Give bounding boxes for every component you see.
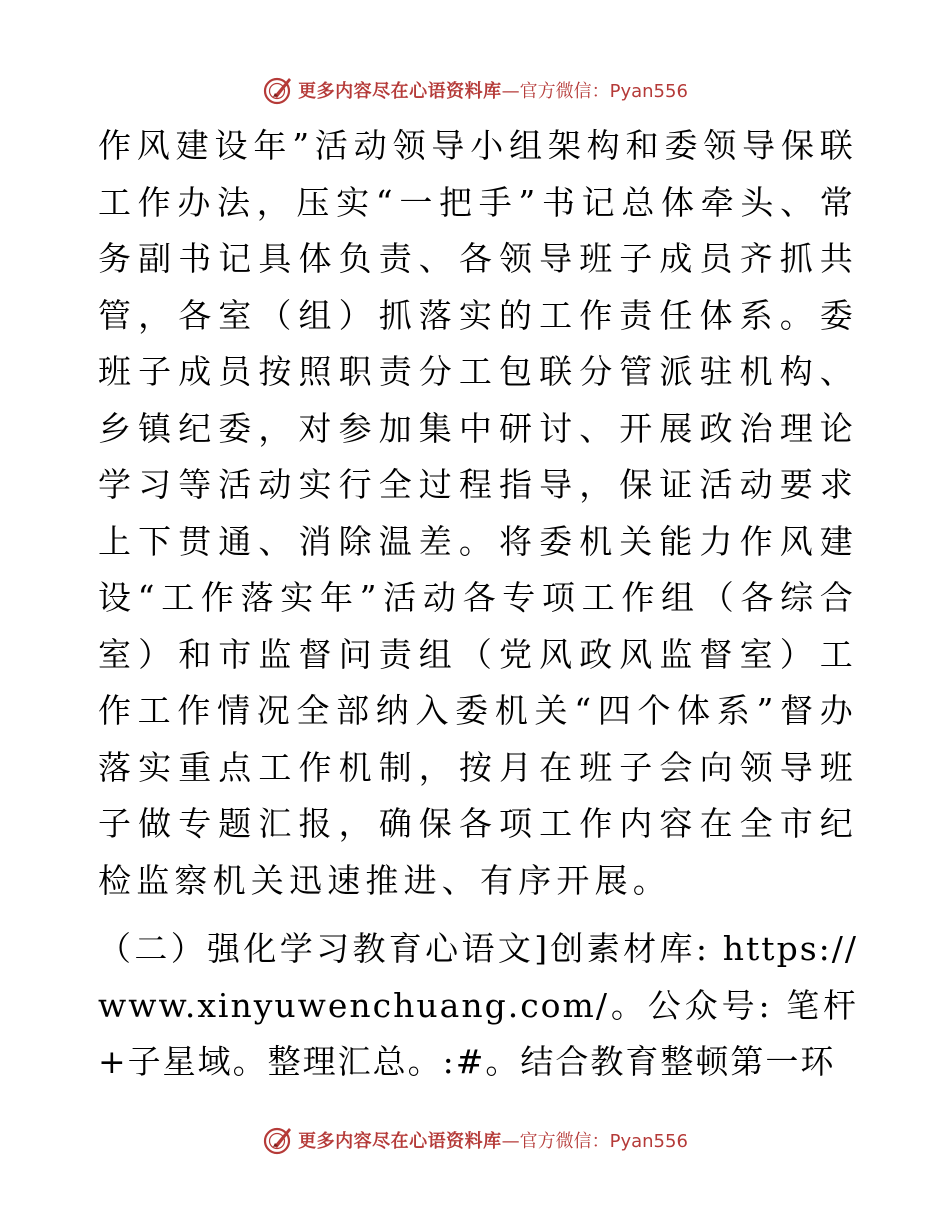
watermark-prefix: 更多内容尽在心语资料库 [298,1131,502,1152]
quill-pen-seal-icon [262,74,294,106]
quill-pen-seal-icon [262,1124,294,1156]
watermark-wechat: —官方微信：Pyan556 [501,81,688,102]
body-paragraph-section-2: （二）强化学习教育心语文]创素材库: https://www.xinyuwenchuang.com/。公众号: 笔杆+子星域。整理汇总。:#。结合教育整顿第一环 [98,929,858,1081]
footer-watermark [0,1122,950,1158]
watermark-wechat: —官方微信：Pyan556 [501,1131,688,1152]
header-watermark [0,72,950,108]
body-paragraph: 作风建设年”活动领导小组架构和委领导保联工作办法，压实“一把手”书记总体牵头、常务副书记具体负责、各领导班子成员齐抓共管，各室（组）抓落实的工作责任体系。委班子成员按照职责分工包联分管派驻机构、乡镇纪委，对参加集中研讨、开展政治理论学习等活动实行全过程指导，保证活动要求上下贯通、消除温差。将委机关能力作风建设“工作落实年”活动各专项工作组（各综合室）和市监督问责组（党风政风监督室）工作工作情况全部纳入委机关“四个体系”督办落实重点工作机制，按月在班子会向领导班子做专题汇报，确保各项工作内容在全市纪检监察机关迅速推进、有序开展。 [98,126,858,900]
document-body [98,118,858,1091]
watermark-prefix: 更多内容尽在心语资料库 [298,81,502,102]
